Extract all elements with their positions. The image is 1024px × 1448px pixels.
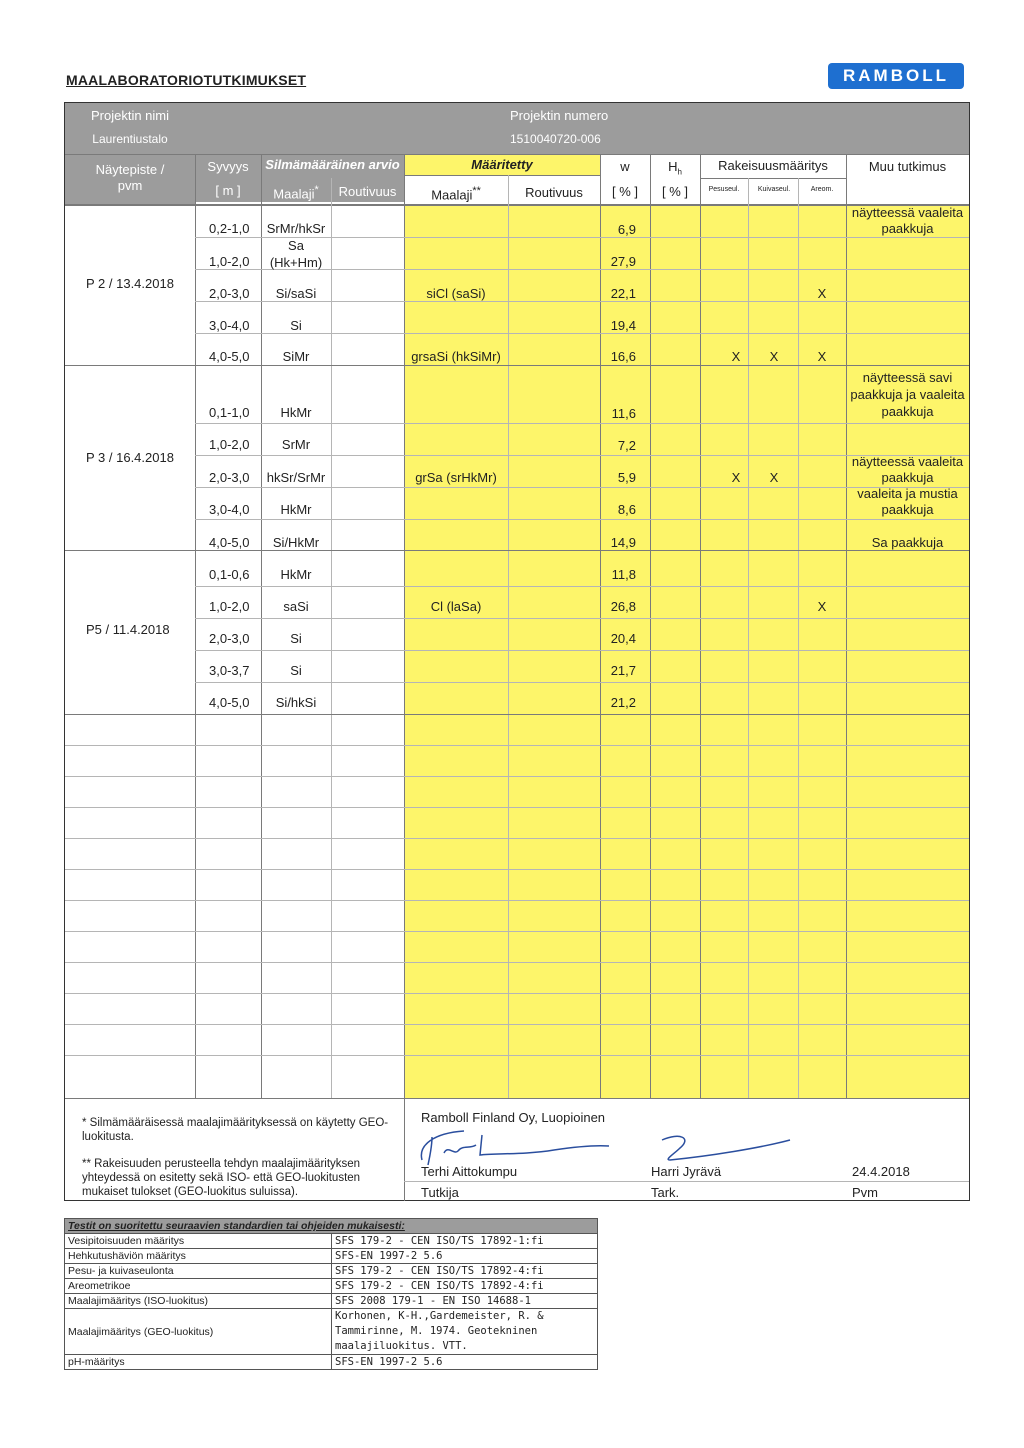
- note-cell: Sa paakkuja: [871, 535, 944, 550]
- group-line: [65, 365, 969, 366]
- col-determined-organic: Routivuus: [525, 185, 583, 200]
- hline: [195, 423, 969, 424]
- w-cell: 7,2: [617, 438, 636, 453]
- w-cell: 8,6: [617, 502, 636, 517]
- vline-7: [650, 154, 651, 1098]
- col-other: Muu tutkimus: [868, 159, 947, 174]
- visual-soil-cell: Si/hkSi: [275, 695, 317, 710]
- researcher-name: Terhi Aittokumpu: [421, 1164, 518, 1179]
- depth-cell: 4,0-5,0: [209, 535, 250, 550]
- hline: [65, 838, 969, 839]
- visual-soil-cell: SrMr: [281, 437, 311, 452]
- results-table-frame: [64, 102, 970, 1201]
- depth-cell: 2,0-3,0: [209, 631, 250, 646]
- depth-cell: 1,0-2,0: [209, 437, 250, 452]
- project-name: Laurentiustalo: [92, 132, 168, 146]
- standard-ref: SFS-EN 1997-2 5.6: [332, 1355, 598, 1370]
- vline-8: [700, 154, 701, 1098]
- depth-cell: 0,1-1,0: [209, 405, 250, 420]
- table-row: [65, 1249, 598, 1264]
- w-cell: 26,8: [610, 599, 636, 614]
- lab-soil-cell: Cl (laSa): [430, 599, 482, 614]
- hline: [65, 745, 969, 746]
- hline: [195, 333, 969, 334]
- vline-11: [846, 154, 847, 1098]
- lab-soil-cell: grSa (srHkMr): [415, 470, 497, 485]
- visual-soil-cell: Sa (Hk+Hm): [269, 238, 323, 270]
- col-wash: Pesuseul.: [708, 186, 740, 193]
- hline: [65, 900, 969, 901]
- standard-ref: SFS 179-2 - CEN ISO/TS 17892-4:fi: [332, 1279, 598, 1294]
- checker-role: Tark.: [651, 1185, 680, 1200]
- header-line-bottom: [65, 204, 969, 206]
- w-cell: 20,4: [610, 631, 636, 646]
- vline-1: [195, 154, 196, 1098]
- footnote-1: * Silmämääräisessä maalajimäärityksessä on käytetty GEO-luokitusta.: [82, 1117, 389, 1143]
- table-row: [65, 1355, 598, 1370]
- visual-soil-cell: HkMr: [280, 567, 312, 582]
- group-line: [65, 714, 969, 715]
- w-cell: 6,9: [617, 222, 636, 237]
- col-w-unit: [ % ]: [611, 184, 638, 199]
- test-name: Maalajimääritys (ISO-luokitus): [65, 1294, 332, 1309]
- w-cell: 21,2: [610, 695, 636, 710]
- visual-soil-cell: Si/saSi: [275, 286, 317, 301]
- company-name: Ramboll Finland Oy, Luopioinen: [421, 1110, 606, 1125]
- hline: [65, 1024, 969, 1025]
- col-determined-soil: Maalaji**: [431, 185, 481, 203]
- sample-point-id: P 3 / 16.4.2018: [86, 450, 174, 465]
- hline: [195, 618, 969, 619]
- lab-soil-cell: siCl (saSi): [426, 286, 486, 301]
- checker-signature: [650, 1130, 810, 1165]
- col-date: pvm: [117, 178, 143, 193]
- depth-cell: 2,0-3,0: [209, 470, 250, 485]
- test-name: Vesipitoisuuden määritys: [65, 1234, 332, 1249]
- test-name: Pesu- ja kuivaseulonta: [65, 1264, 332, 1279]
- hline: [65, 807, 969, 808]
- w-cell: 11,8: [611, 567, 636, 582]
- dry-mark: X: [769, 349, 779, 364]
- depth-cell: 4,0-5,0: [209, 695, 250, 710]
- hline: [65, 869, 969, 870]
- dry-mark: X: [769, 470, 779, 485]
- w-cell: 14,9: [610, 535, 636, 550]
- depth-cell: 1,0-2,0: [209, 599, 250, 614]
- vline-3: [331, 178, 332, 1098]
- hline: [65, 776, 969, 777]
- signature-line: [404, 1181, 969, 1182]
- standard-ref: SFS-EN 1997-2 5.6: [332, 1249, 598, 1264]
- areo-mark: X: [817, 286, 827, 301]
- table-row: [65, 1309, 598, 1355]
- col-visual-organic: Routivuus: [338, 184, 397, 199]
- col-grain: Rakeisuusmääritys: [718, 158, 828, 173]
- col-sample-point: Näytepiste /: [95, 162, 165, 177]
- hline: [195, 586, 969, 587]
- group-line: [65, 550, 969, 551]
- standards-title: Testit on suoritettu seuraavien standardien tai ohjeiden mukaisesti:: [65, 1219, 598, 1234]
- sample-point-id: P 2 / 13.4.2018: [86, 276, 174, 291]
- w-cell: 16,6: [610, 349, 636, 364]
- visual-soil-cell: hkSr/SrMr: [266, 470, 326, 485]
- areo-mark: X: [817, 349, 827, 364]
- hline: [195, 519, 969, 520]
- depth-cell: 0,1-0,6: [209, 567, 250, 582]
- col-visual-soil: Maalaji*: [273, 184, 319, 202]
- header-line-grain: [700, 178, 846, 179]
- col-dry: Kuivaseul.: [757, 186, 791, 193]
- visual-soil-cell: HkMr: [280, 502, 312, 517]
- visual-soil-cell: Si: [290, 318, 302, 333]
- ramboll-logo: RAMBOLL: [828, 63, 964, 89]
- hline: [65, 931, 969, 932]
- visual-soil-cell: Si: [290, 631, 302, 646]
- table-row: [65, 1264, 598, 1279]
- visual-soil-cell: saSi: [283, 599, 309, 614]
- col-hh: $H_h$: [668, 159, 682, 177]
- vline-5: [508, 175, 509, 1098]
- lab-soil-cell: grsaSi (hkSiMr): [411, 349, 501, 364]
- visual-soil-cell: HkMr: [280, 405, 312, 420]
- col-hh-unit: [ % ]: [661, 184, 688, 199]
- note-cell: vaaleita ja mustia paakkuja: [857, 486, 958, 517]
- table-row: [65, 1279, 598, 1294]
- table-row: [65, 1234, 598, 1249]
- test-name: pH-määritys: [65, 1355, 332, 1370]
- table-bottom-line: [65, 1098, 969, 1099]
- table-row: [65, 1294, 598, 1309]
- hline: [195, 650, 969, 651]
- depth-cell: 3,0-4,0: [209, 318, 250, 333]
- date-label: Pvm: [852, 1185, 878, 1200]
- vline-10: [798, 178, 799, 1098]
- standard-ref: SFS 179-2 - CEN ISO/TS 17892-1:fi: [332, 1234, 598, 1249]
- hline: [65, 1055, 969, 1056]
- depth-cell: 2,0-3,0: [209, 286, 250, 301]
- project-number: 1510040720-006: [510, 132, 601, 146]
- researcher-role: Tutkija: [421, 1185, 459, 1200]
- page-title: MAALABORATORIOTUTKIMUKSET: [66, 72, 307, 88]
- w-cell: 27,9: [610, 254, 636, 269]
- areo-mark: X: [817, 599, 827, 614]
- standard-ref: Korhonen, K-H.,Gardemeister, R. & Tammirinne, M. 1974. Geotekninen maalajiluokitus. VTT.: [332, 1309, 598, 1355]
- project-number-label: Projektin numero: [510, 108, 609, 123]
- visual-soil-cell: Si/HkMr: [272, 535, 320, 550]
- w-cell: 21,7: [610, 663, 636, 678]
- test-name: Hehkutushäviön määritys: [65, 1249, 332, 1264]
- depth-cell: 0,2-1,0: [209, 221, 250, 236]
- wash-mark: X: [731, 349, 741, 364]
- col-areo: Areom.: [810, 186, 834, 193]
- checker-name: Harri Jyrävä: [651, 1164, 722, 1179]
- note-cell: näytteessä vaaleita paakkuja: [851, 205, 964, 236]
- header-line-mid: [404, 175, 600, 176]
- hline: [195, 682, 969, 683]
- note-cell: näytteessä savi paakkuja ja vaaleita paakkuja: [850, 370, 965, 419]
- depth-cell: 3,0-4,0: [209, 502, 250, 517]
- w-cell: 22,1: [610, 286, 636, 301]
- w-cell: 5,9: [617, 470, 636, 485]
- hline: [65, 962, 969, 963]
- project-name-label: Projektin nimi: [90, 108, 170, 123]
- test-name: Maalajimääritys (GEO-luokitus): [65, 1309, 332, 1355]
- col-depth-unit: [ m ]: [215, 183, 241, 198]
- depth-cell: 4,0-5,0: [209, 349, 250, 364]
- depth-cell: 3,0-3,7: [209, 663, 250, 678]
- standards-table: [64, 1218, 598, 1370]
- footnote-2: ** Rakeisuuden perusteella tehdyn maalajimäärityksen yhteydessä on esitetty sekä ISO- että GEO-luokitusten mukaiset tulokset (GEO-luokitus suluissa).: [82, 1158, 361, 1198]
- visual-soil-cell: Si: [290, 663, 302, 678]
- standard-ref: SFS 179-2 - CEN ISO/TS 17892-4:fi: [332, 1264, 598, 1279]
- test-name: Areometrikoe: [65, 1279, 332, 1294]
- col-visual: Silmämääräinen arvio: [265, 157, 400, 172]
- col-w: w: [620, 159, 630, 174]
- col-depth: Syvyys: [207, 159, 249, 174]
- wash-mark: X: [731, 470, 741, 485]
- standard-ref: SFS 2008 179-1 - EN ISO 14688-1: [332, 1294, 598, 1309]
- note-cell: näytteessä vaaleita paakkuja: [851, 454, 964, 485]
- sample-point-id: P5 / 11.4.2018: [86, 622, 170, 637]
- vline-9: [748, 178, 749, 1098]
- visual-soil-cell: SrMr/hkSr: [266, 221, 326, 236]
- report-date: 24.4.2018: [852, 1164, 910, 1179]
- visual-soil-cell: SiMr: [282, 349, 310, 364]
- w-cell: 19,4: [610, 318, 636, 333]
- hline: [65, 993, 969, 994]
- depth-cell: 1,0-2,0: [209, 254, 250, 269]
- hline: [195, 301, 969, 302]
- header-line-top: [65, 154, 969, 155]
- w-cell: 11,6: [611, 406, 636, 421]
- col-determined: Määritetty: [471, 157, 533, 172]
